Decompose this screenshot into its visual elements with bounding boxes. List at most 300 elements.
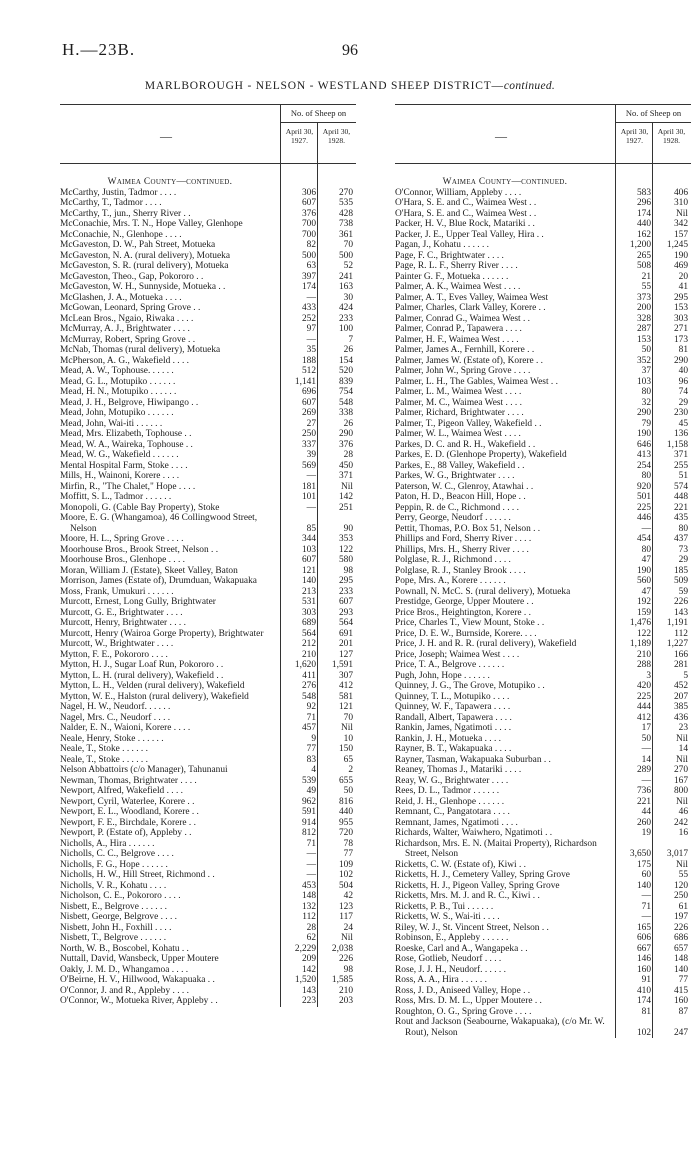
owner-name: Price Bros., Heightington, Korere . . bbox=[395, 607, 531, 618]
sheep-1927: — bbox=[306, 859, 316, 870]
table-row bbox=[395, 576, 691, 587]
sheep-1927: 962 bbox=[301, 796, 316, 807]
sheep-1927: 539 bbox=[301, 775, 316, 786]
table-row bbox=[395, 671, 691, 682]
owner-name: Mead, W. A., Waireka, Tophouse . . bbox=[60, 439, 193, 450]
owner-name: Prestidge, George, Upper Moutere . . bbox=[395, 597, 534, 607]
sheep-1928: 61 bbox=[678, 901, 688, 912]
owner-name: Newman, Thomas, Brightwater . . . . bbox=[60, 775, 197, 786]
sheep-1927: 82 bbox=[306, 240, 316, 250]
sheep-1927: 564 bbox=[301, 628, 316, 639]
sheep-1928: 42 bbox=[343, 891, 353, 901]
sheep-1927: 9 bbox=[311, 733, 316, 744]
sheep-1928: 45 bbox=[678, 418, 688, 429]
sheep-1927: 569 bbox=[301, 460, 316, 471]
sheep-1927: 607 bbox=[301, 555, 316, 565]
owner-name: Mead, John, Wai-iti . . . . . . bbox=[60, 418, 163, 429]
owner-name: Parkes, E., 88 Valley, Wakefield . . bbox=[395, 460, 525, 471]
sheep-1927: 512 bbox=[301, 366, 316, 376]
table-row bbox=[60, 660, 356, 671]
sheep-1928: 424 bbox=[338, 303, 353, 313]
sheep-1927: 337 bbox=[301, 439, 316, 450]
sheep-1928: 59 bbox=[678, 586, 688, 597]
owner-name: Nisbett, John H., Foxhill . . . . bbox=[60, 922, 172, 933]
sheep-1928: 154 bbox=[338, 355, 353, 366]
owner-name: Newport, E. L., Woodland, Korere . . bbox=[60, 807, 199, 817]
table-row bbox=[395, 860, 691, 871]
owner-name: Pagan, J., Kohatu . . . . . . bbox=[395, 240, 490, 250]
sheep-1928: 185 bbox=[673, 565, 688, 576]
table-row bbox=[395, 314, 691, 325]
page-title bbox=[0, 80, 700, 92]
sheep-1928: 270 bbox=[338, 187, 353, 198]
sheep-1927: 289 bbox=[636, 765, 651, 775]
sheep-1927: — bbox=[306, 849, 316, 859]
sheep-1928: 173 bbox=[673, 334, 688, 345]
owner-name: Ricketts, C. W. (Estate of), Kiwi . . bbox=[395, 859, 526, 870]
table-row bbox=[395, 786, 691, 797]
table-row bbox=[60, 902, 356, 913]
sheep-1927: 47 bbox=[641, 586, 651, 597]
sheep-1927: 440 bbox=[636, 219, 651, 229]
owner-name: Parkes, D. C. and R. H., Wakefield . . bbox=[395, 439, 536, 450]
owner-name: Moore, H. L., Spring Grove . . . . bbox=[60, 534, 184, 544]
table-row bbox=[60, 303, 356, 314]
sheep-1927: 92 bbox=[306, 702, 316, 712]
owner-name: McGaveston, N. A. (rural delivery), Motueka bbox=[60, 250, 231, 261]
sheep-1927: 83 bbox=[306, 754, 316, 765]
table-row bbox=[60, 335, 356, 346]
table-row bbox=[60, 419, 356, 430]
sheep-1927: 192 bbox=[636, 597, 651, 607]
table-row bbox=[60, 398, 356, 409]
sheep-1928: Nil bbox=[341, 933, 353, 943]
owner-name: Moore, E. G. (Whangamoa), 46 Collingwood Street, Nelson bbox=[60, 513, 258, 534]
table-row bbox=[60, 986, 356, 997]
owner-name: Phillips and Ford, Sherry River . . . . bbox=[395, 534, 532, 544]
owner-name: Nelson Abbattoirs (c/o Manager), Tahunanui bbox=[60, 765, 228, 775]
sheep-1927: 103 bbox=[636, 376, 651, 387]
sheep-1928: 80 bbox=[678, 523, 688, 534]
owner-name: Packer, J. E., Upper Teal Valley, Hira . . bbox=[395, 229, 544, 240]
column-header-1927: April 30, 1927. bbox=[620, 127, 649, 145]
sheep-1927: — bbox=[306, 292, 316, 303]
owner-name: O'Hara, S. E. and C., Waimea West . . bbox=[395, 198, 537, 208]
table-row bbox=[60, 555, 356, 566]
table-row bbox=[395, 1017, 691, 1038]
table-row bbox=[60, 776, 356, 787]
owner-name: Price, J. H. and R. R. (rural delivery), Wakefield bbox=[395, 639, 577, 649]
table-row bbox=[60, 503, 356, 514]
sheep-1927: 153 bbox=[636, 334, 651, 345]
owner-name: Price, Joseph; Waimea West . . . . bbox=[395, 649, 520, 660]
table-row bbox=[60, 692, 356, 703]
table-row bbox=[395, 723, 691, 734]
right-table bbox=[395, 104, 691, 1038]
sheep-1928: 112 bbox=[674, 628, 688, 639]
sheep-1927: 121 bbox=[301, 565, 316, 576]
sheep-1927: 373 bbox=[636, 292, 651, 303]
table-row bbox=[395, 807, 691, 818]
table-row bbox=[395, 219, 691, 230]
table-row bbox=[395, 335, 691, 346]
owner-name: Nagel, H. W., Neudorf. . . . . . bbox=[60, 702, 171, 712]
owner-name: Newport, Alfred, Wakefield . . . . bbox=[60, 786, 183, 796]
table-row bbox=[395, 954, 691, 965]
sheep-1928: 150 bbox=[338, 744, 353, 754]
sheep-1927: 209 bbox=[301, 954, 316, 964]
sheep-1927: 446 bbox=[636, 513, 651, 523]
table-row bbox=[395, 209, 691, 220]
table-row bbox=[395, 996, 691, 1007]
sheep-1927: 80 bbox=[641, 471, 651, 481]
sheep-1927: 71 bbox=[641, 901, 651, 912]
sheep-1927: 225 bbox=[636, 691, 651, 702]
sheep-1928: 290 bbox=[338, 429, 353, 439]
owner-name: Palmer, Conrad P., Tapawera . . . . bbox=[395, 324, 522, 334]
sheep-1927: 148 bbox=[301, 891, 316, 901]
table-row bbox=[395, 345, 691, 356]
sheep-1928: 167 bbox=[673, 775, 688, 786]
sheep-1928: 657 bbox=[673, 943, 688, 954]
owner-name: Newport, P. (Estate of), Appleby . . bbox=[60, 828, 192, 838]
table-row bbox=[395, 272, 691, 283]
table-row bbox=[395, 744, 691, 755]
owner-name: Rout and Jackson (Seabourne, Wakapuaka), (c/o Mr. W. Rout), Nelson bbox=[395, 1017, 605, 1038]
sheep-1927: 210 bbox=[301, 649, 316, 660]
sheep-1927: 260 bbox=[636, 817, 651, 828]
sheep-1928: 448 bbox=[673, 492, 688, 502]
table-row bbox=[395, 681, 691, 692]
sheep-1927: 71 bbox=[306, 712, 316, 723]
sheep-1927: — bbox=[641, 523, 651, 534]
table-row bbox=[60, 954, 356, 965]
sheep-1928: 406 bbox=[673, 187, 688, 198]
table-row bbox=[60, 944, 356, 955]
sheep-1927: 352 bbox=[636, 355, 651, 366]
owner-name: Mirfin, R., "The Chalet," Hope . . . . bbox=[60, 481, 196, 492]
table-row bbox=[395, 198, 691, 209]
owner-name: North, W. B., Boscobel, Kohatu . . bbox=[60, 943, 189, 954]
sheep-1928: 428 bbox=[338, 208, 353, 219]
sheep-1927: 190 bbox=[636, 429, 651, 439]
table-row bbox=[60, 251, 356, 262]
table-row bbox=[395, 902, 691, 913]
right-table-body bbox=[395, 164, 691, 1038]
sheep-1928: 81 bbox=[678, 345, 688, 355]
table-row bbox=[395, 450, 691, 461]
table-row bbox=[60, 272, 356, 283]
sheep-1927: 736 bbox=[636, 786, 651, 796]
sheep-1927: 920 bbox=[636, 481, 651, 492]
owner-name: Mead, A. W., Tophouse. . . . . . bbox=[60, 366, 174, 376]
table-row bbox=[395, 230, 691, 241]
owner-name: Reay, W. G., Brightwater . . . . bbox=[395, 775, 509, 786]
owner-name: Palmer, Richard, Brightwater . . . . bbox=[395, 408, 524, 418]
sheep-1927: 85 bbox=[306, 523, 316, 534]
title-continued: continued. bbox=[503, 80, 556, 92]
owner-name: McCarthy, T., jun., Sherry River . . bbox=[60, 208, 191, 219]
table-row bbox=[395, 650, 691, 661]
sheep-1928: 100 bbox=[338, 324, 353, 334]
sheep-1927: 28 bbox=[306, 922, 316, 933]
sheep-1927: 160 bbox=[636, 964, 651, 975]
sheep-1928: 201 bbox=[338, 639, 353, 649]
owner-name: Nicholls, C. C., Belgrove . . . . bbox=[60, 849, 174, 859]
owner-name: Mytton, L. H., Velden (rural delivery), Wakefield bbox=[60, 681, 245, 691]
owner-name: Nicholls, F. G., Hope . . . . . . bbox=[60, 859, 168, 870]
table-row bbox=[60, 219, 356, 230]
owner-name: Mead, John, Motupiko . . . . . . bbox=[60, 408, 174, 418]
table-row bbox=[60, 492, 356, 503]
table-row bbox=[395, 566, 691, 577]
sheep-1928: 230 bbox=[673, 408, 688, 418]
owner-name: Newport, F. E., Birchdale, Korere . . bbox=[60, 817, 196, 828]
sheep-1928: Nil bbox=[676, 754, 688, 765]
owner-name: Murcott, G. E., Brightwater . . . . bbox=[60, 607, 183, 618]
column-header-1928: April 30, 1928. bbox=[657, 127, 686, 145]
sheep-1928: 816 bbox=[338, 796, 353, 807]
sheep-1927: 812 bbox=[301, 828, 316, 838]
sheep-1928: 293 bbox=[338, 607, 353, 618]
table-row bbox=[395, 692, 691, 703]
owner-name: McNab, Thomas (rural delivery), Motueka bbox=[60, 345, 221, 355]
sheep-1928: 87 bbox=[678, 1006, 688, 1017]
owner-name: Nicholson, C. E., Pokororo . . . . bbox=[60, 891, 181, 901]
owner-name: Monopoli, G. (Cable Bay Property), Stoke bbox=[60, 502, 220, 513]
owner-name: Murcott, Ernest, Long Gully, Brightwater bbox=[60, 597, 216, 607]
sheep-1927: 689 bbox=[301, 618, 316, 628]
sheep-1928: 338 bbox=[338, 408, 353, 418]
table-row bbox=[60, 261, 356, 272]
sheep-1928: 29 bbox=[678, 555, 688, 565]
owner-name: Price, T. A., Belgrove . . . . . . bbox=[395, 660, 505, 670]
sheep-1928: 210 bbox=[338, 985, 353, 996]
owner-name: Palmer, John W., Spring Grove . . . . bbox=[395, 366, 531, 376]
table-row bbox=[60, 650, 356, 661]
sheep-1927: 174 bbox=[636, 996, 651, 1006]
sheep-1928: 290 bbox=[673, 355, 688, 366]
table-row bbox=[395, 765, 691, 776]
sheep-1928: 385 bbox=[673, 702, 688, 712]
sheep-1927: — bbox=[641, 775, 651, 786]
county-heading: Waimea County—continued. bbox=[442, 177, 568, 187]
sheep-1927: 162 bbox=[636, 229, 651, 240]
table-row bbox=[395, 734, 691, 745]
table-row bbox=[60, 681, 356, 692]
sheep-1927: 55 bbox=[641, 282, 651, 292]
sheep-1928: 1,191 bbox=[666, 618, 688, 628]
owner-name: Palmer, W. L., Waimea West . . . . bbox=[395, 429, 521, 439]
sheep-1927: 50 bbox=[641, 345, 651, 355]
sheep-1928: 691 bbox=[338, 628, 353, 639]
sheep-1927: 174 bbox=[301, 282, 316, 292]
sheep-1927: — bbox=[306, 334, 316, 345]
table-row bbox=[60, 471, 356, 482]
sheep-1928: 55 bbox=[678, 870, 688, 880]
sheep-1927: 250 bbox=[301, 429, 316, 439]
owner-name: Mytton, F. E., Pokororo . . . . bbox=[60, 649, 168, 660]
sheep-1927: 143 bbox=[301, 985, 316, 996]
sheep-1928: 281 bbox=[673, 660, 688, 670]
owner-name: Ricketts, H. J., Cemetery Valley, Spring Grove bbox=[395, 870, 570, 880]
sheep-1928: 23 bbox=[678, 723, 688, 733]
owner-name: Price, Charles T., View Mount, Stoke . . bbox=[395, 618, 545, 628]
table-row bbox=[60, 702, 356, 713]
sheep-1928: 226 bbox=[338, 954, 353, 964]
sheep-1927: 60 bbox=[641, 870, 651, 880]
owner-name: Rayner, Tasman, Wakapuaka Suburban . . bbox=[395, 754, 551, 765]
sheep-1928: 74 bbox=[678, 387, 688, 397]
sheep-1927: 3,650 bbox=[629, 849, 651, 859]
sheep-1928: 51 bbox=[678, 471, 688, 481]
sheep-1928: 143 bbox=[673, 607, 688, 618]
sheep-1927: 159 bbox=[636, 607, 651, 618]
table-row bbox=[60, 765, 356, 776]
sheep-1927: 188 bbox=[301, 355, 316, 366]
sheep-1927: 288 bbox=[636, 660, 651, 670]
sheep-1928: 7 bbox=[348, 334, 353, 345]
sheep-1928: 469 bbox=[673, 261, 688, 271]
owner-name: Palmer, A. T., Eves Valley, Waimea West bbox=[395, 292, 549, 303]
owner-name: Ricketts, H. J., Pigeon Valley, Spring Grove bbox=[395, 880, 560, 891]
sheep-1927: 607 bbox=[301, 397, 316, 408]
column-header-1927: April 30, 1927. bbox=[285, 127, 314, 145]
sheep-1928: 166 bbox=[673, 649, 688, 660]
sheep-1928: 242 bbox=[673, 817, 688, 828]
sheep-1927: 276 bbox=[301, 681, 316, 691]
table-row bbox=[60, 839, 356, 850]
sheep-1927: 306 bbox=[301, 187, 316, 198]
owner-name: Parkes, W. G., Brightwater . . . . bbox=[395, 471, 515, 481]
owner-name: Ricketts, P. B., Tui . . . . . . bbox=[395, 901, 494, 912]
table-row bbox=[60, 587, 356, 598]
table-row bbox=[60, 482, 356, 493]
sheep-1928: 371 bbox=[673, 450, 688, 460]
table-row bbox=[395, 534, 691, 545]
owner-name: Perry, George, Neudorf . . . . . . bbox=[395, 513, 511, 523]
sheep-1927: 17 bbox=[641, 723, 651, 733]
table-row bbox=[60, 860, 356, 871]
sheep-1927: 265 bbox=[636, 250, 651, 261]
table-row bbox=[60, 188, 356, 199]
sheep-1928: 160 bbox=[673, 996, 688, 1006]
sheep-1927: 344 bbox=[301, 534, 316, 544]
sheep-1928: 376 bbox=[338, 439, 353, 450]
sheep-1927: 457 bbox=[301, 723, 316, 733]
sheep-1927: 420 bbox=[636, 681, 651, 691]
sheep-1927: 49 bbox=[306, 786, 316, 796]
table-row bbox=[60, 933, 356, 944]
owner-name: McGaveston, W. H., Sunnyside, Motueka . . bbox=[60, 282, 226, 292]
table-row bbox=[60, 881, 356, 892]
sheep-1928: 121 bbox=[338, 702, 353, 712]
sheep-1928: 233 bbox=[338, 586, 353, 597]
sheep-1927: 667 bbox=[636, 943, 651, 954]
owner-name: Palmer, James A., Fernhill, Korere . . bbox=[395, 345, 535, 355]
sheep-1927: 44 bbox=[641, 807, 651, 817]
owner-name: Mead, W. G., Wakefield . . . . . . bbox=[60, 450, 179, 460]
table-row bbox=[60, 461, 356, 472]
sheep-1927: 14 bbox=[641, 754, 651, 765]
owner-name: O'Connor, J. and R., Appleby . . . . bbox=[60, 985, 189, 996]
sheep-1927: 591 bbox=[301, 807, 316, 817]
sheep-1928: 310 bbox=[673, 198, 688, 208]
owner-name: McGaveston, D. W., Pah Street, Motueka bbox=[60, 240, 216, 250]
sheep-1927: 607 bbox=[301, 198, 316, 208]
owner-name: Moffitt, S. L., Tadmor . . . . . . bbox=[60, 492, 172, 502]
sheep-1928: 548 bbox=[338, 397, 353, 408]
sheep-1928: 415 bbox=[673, 985, 688, 996]
owner-name: Ross, A. A., Hira . . . . . . bbox=[395, 975, 487, 985]
sheep-1927: 37 bbox=[641, 366, 651, 376]
sheep-1928: 73 bbox=[678, 544, 688, 555]
sheep-1928: 78 bbox=[343, 838, 353, 849]
sheep-1927: 254 bbox=[636, 460, 651, 471]
owner-name: Richardson, Mrs. E. N. (Maitai Property), Richardson Street, Nelson bbox=[395, 838, 597, 859]
owner-name: Polglase, R. J., Richmond . . . . bbox=[395, 555, 511, 565]
owner-name: Moorhouse Bros., Glenhope . . . . bbox=[60, 555, 185, 565]
table-row bbox=[395, 356, 691, 367]
sheep-1928: 140 bbox=[673, 964, 688, 975]
table-row bbox=[60, 240, 356, 251]
owner-name: Nicholls, A., Hira . . . . . . bbox=[60, 838, 155, 849]
table-row bbox=[60, 429, 356, 440]
owner-name: Palmer, M. C., Waimea West . . . . bbox=[395, 397, 522, 408]
sheep-1928: 197 bbox=[673, 912, 688, 922]
table-row bbox=[60, 744, 356, 755]
owner-name: Riley, W. J., St. Vincent Street, Nelson . . bbox=[395, 922, 549, 933]
title-main: MARLBOROUGH - NELSON - WESTLAND SHEEP DISTRICT— bbox=[144, 80, 504, 92]
sheep-1927: 200 bbox=[636, 303, 651, 313]
sheep-1928: Nil bbox=[676, 859, 688, 870]
sheep-1928: 40 bbox=[678, 366, 688, 376]
table-row bbox=[395, 1007, 691, 1018]
table-row bbox=[60, 734, 356, 745]
sheep-1928: 41 bbox=[678, 282, 688, 292]
sheep-1927: 1,141 bbox=[294, 376, 316, 387]
owner-name: Quinney, J. G., The Grove, Motupiko . . bbox=[395, 681, 545, 691]
table-row bbox=[395, 387, 691, 398]
table-row bbox=[60, 923, 356, 934]
table-row bbox=[60, 345, 356, 356]
sheep-1927: 122 bbox=[636, 628, 651, 639]
owner-name: Rankin, James, Ngatimoti . . . . bbox=[395, 723, 512, 733]
table-row bbox=[395, 513, 691, 524]
table-row bbox=[60, 870, 356, 881]
owner-name: McMurray, Robert, Spring Grove . . bbox=[60, 334, 196, 345]
sheep-1927: — bbox=[306, 870, 316, 880]
sheep-1927: 223 bbox=[301, 996, 316, 1006]
table-row bbox=[395, 408, 691, 419]
table-row bbox=[60, 440, 356, 451]
sheep-1928: 123 bbox=[338, 901, 353, 912]
sheep-1927: — bbox=[641, 744, 651, 754]
sheep-1928: 26 bbox=[343, 345, 353, 355]
table-row bbox=[395, 461, 691, 472]
sheep-1927: 213 bbox=[301, 586, 316, 597]
sheep-1928: 122 bbox=[338, 544, 353, 555]
sheep-1927: 328 bbox=[636, 313, 651, 324]
owner-name: McGowan, Leonard, Spring Grove . . bbox=[60, 303, 201, 313]
owner-name: Mental Hospital Farm, Stoke . . . . bbox=[60, 460, 188, 471]
owner-name: Peppin, R. de C., Richmond . . . . bbox=[395, 502, 519, 513]
owner-name: Rose, J. J. H., Neudorf. . . . . . bbox=[395, 964, 506, 975]
sheep-1928: 2 bbox=[348, 765, 353, 775]
sheep-1927: 508 bbox=[636, 261, 651, 271]
owner-name: Morrison, James (Estate of), Drumduan, Wakapuaka bbox=[60, 576, 257, 586]
owner-name: Palmer, Charles, Clark Valley, Korere . . bbox=[395, 303, 546, 313]
